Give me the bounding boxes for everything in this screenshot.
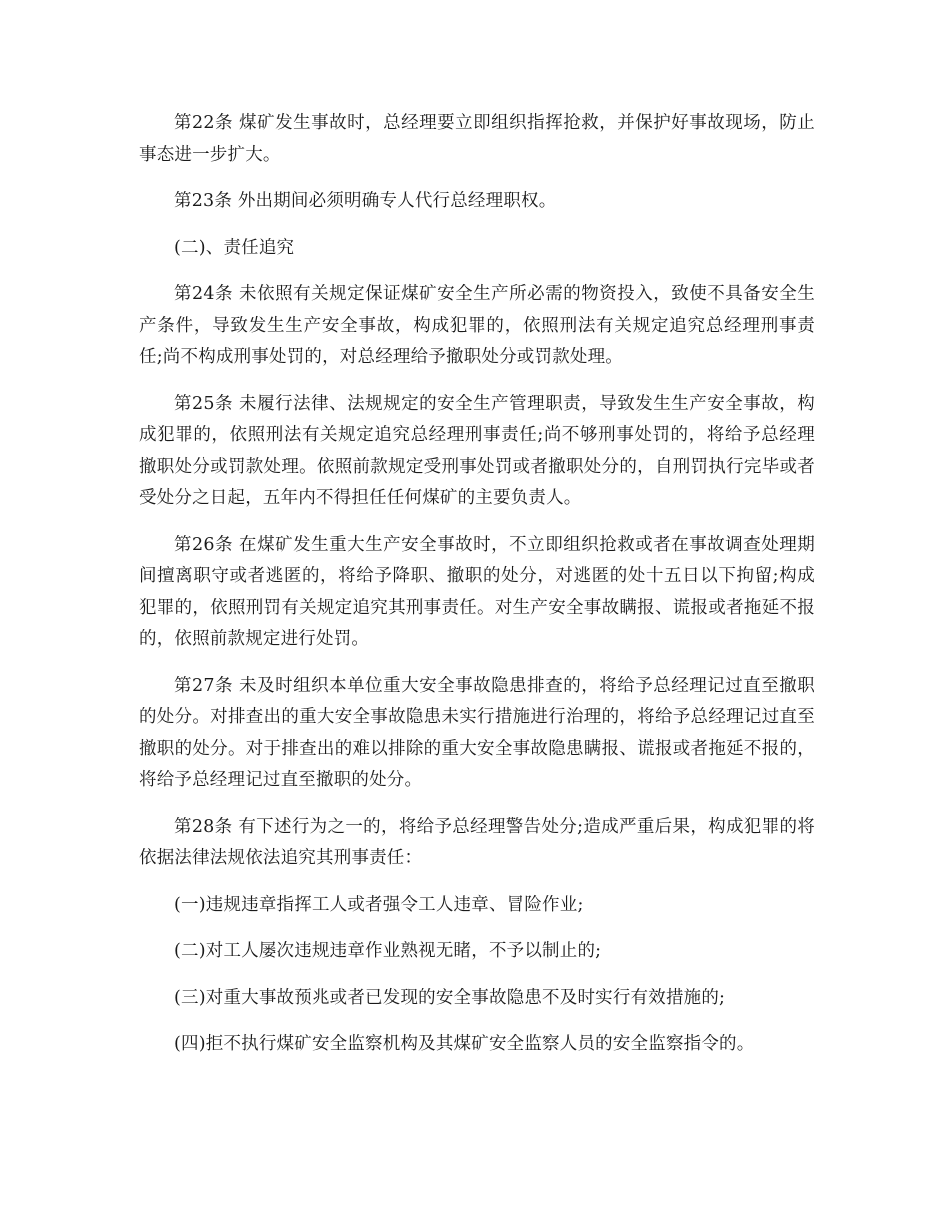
article-24-paragraph: 第24条 未依照有关规定保证煤矿安全生产所必需的物资投入，致使不具备安全生产条件，导致发生生产安全事故，构成犯罪的，依照刑法有关规定追究总经理刑事责任;尚不构成刑事处罚的，对总经理给予撤职处分或罚款处理。 xyxy=(139,284,815,367)
article-26-paragraph: 第26条 在煤矿发生重大生产安全事故时，不立即组织抢救或者在事故调查处理期间擅离职守或者逃匿的，将给予降职、撤职的处分，对逃匿的处十五日以下拘留;构成犯罪的，依照刑罚有关规定追究其刑事责任。对生产安全事故瞒报、谎报或者拖延不报的，依照前款规定进行处罚。 xyxy=(139,534,815,649)
article-28-paragraph: 第28条 有下述行为之一的，将给予总经理警告处分;造成严重后果，构成犯罪的将依据法律法规依法追究其刑事责任： xyxy=(139,816,815,868)
list-item-4: (四)拒不执行煤矿安全监察机构及其煤矿安全监察人员的安全监察指令的。 xyxy=(174,1034,755,1054)
list-item-1: (一)违规违章指挥工人或者强令工人违章、冒险作业; xyxy=(174,894,584,915)
section-heading-liability: (二)、责任追究 xyxy=(174,237,295,258)
article-22-paragraph: 第22条 煤矿发生事故时，总经理要立即组织指挥抢救，并保护好事故现场，防止事态进一步扩大。 xyxy=(139,113,815,165)
article-27-paragraph: 第27条 未及时组织本单位重大安全事故隐患排查的，将给予总经理记过直至撤职的处分。对排查出的重大安全事故隐患未实行措施进行治理的，将给予总经理记过直至撤职的处分。对于排查出的难以排除的重大安全事故隐患瞒报、谎报或者拖延不报的，将给予总经理记过直至撤职的处分。 xyxy=(139,675,815,790)
list-item-2: (二)对工人屡次违规违章作业熟视无睹，不予以制止的; xyxy=(174,941,602,961)
document-body xyxy=(139,108,815,1076)
article-25-paragraph: 第25条 未履行法律、法规规定的安全生产管理职责，导致发生生产安全事故，构成犯罪的，依照刑法有关规定追究总经理刑事责任;尚不够刑事处罚的，将给予总经理撤职处分或罚款处理。依照前款规定受刑事处罚或者撤职处分的，自刑罚执行完毕或者受处分之日起，五年内不得担任任何煤矿的主要负责人。 xyxy=(139,393,815,508)
article-23-paragraph: 第23条 外出期间必须明确专人代行总经理职权。 xyxy=(174,191,557,211)
list-item-3: (三)对重大事故预兆或者已发现的安全事故隐患不及时实行有效措施的; xyxy=(174,987,726,1008)
